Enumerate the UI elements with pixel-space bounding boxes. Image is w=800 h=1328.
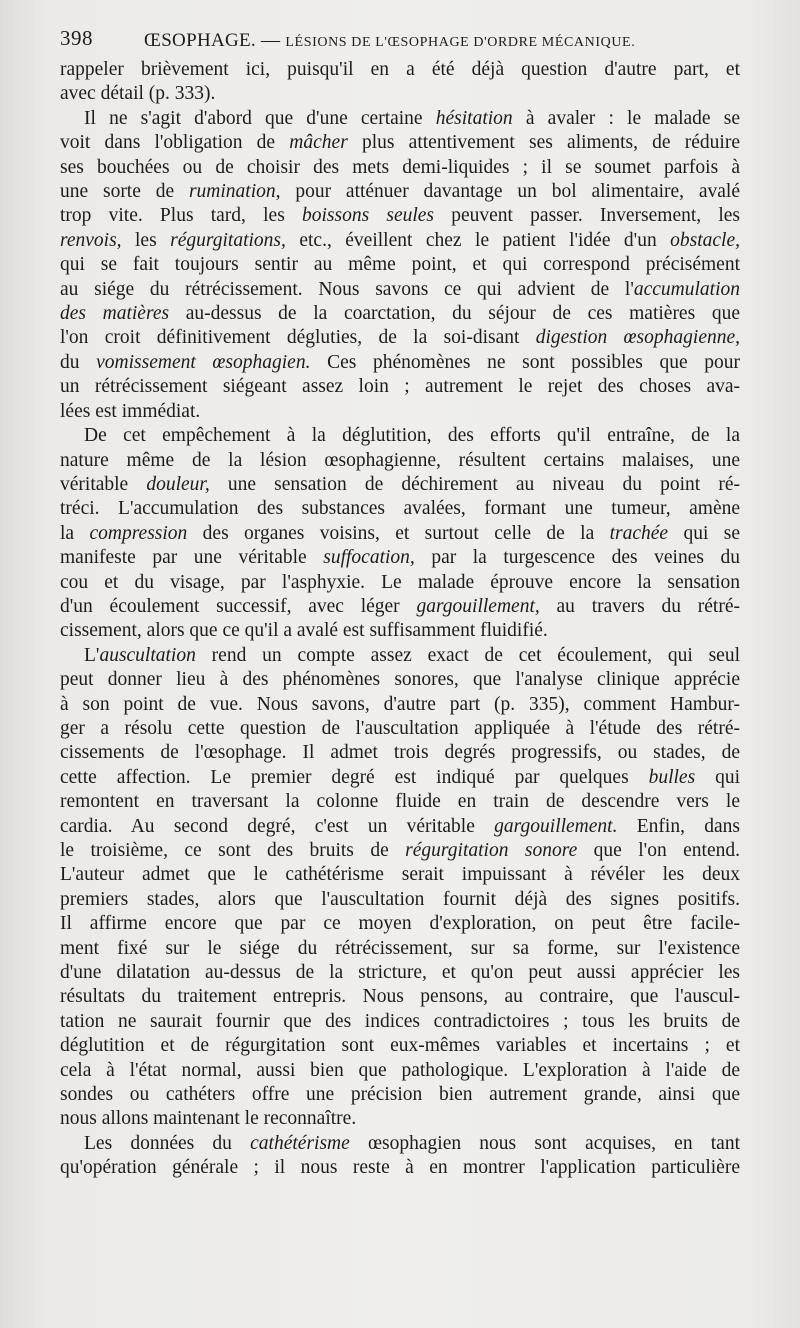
text-run: plus attentivement ses aliments, de réduire: [347, 132, 741, 154]
text-run: cissements de l'œsophage. Il admet trois degrés progressifs, ou stades, de: [60, 742, 740, 764]
text-line: [60, 351, 740, 375]
italic-term: accumulation: [633, 278, 740, 300]
text-run: l'on croit définitivement dégluties, de la soi-disant: [60, 327, 536, 349]
running-title-dash: —: [261, 30, 281, 51]
text-run: L': [84, 644, 100, 666]
text-run: une sensation de déchirement au niveau du point ré-: [209, 473, 740, 495]
italic-term: auscultation: [99, 644, 196, 666]
text-line: [60, 58, 740, 82]
text-line: [60, 82, 740, 106]
italic-term: douleur,: [146, 473, 210, 495]
italic-term: digestion œsophagienne,: [535, 327, 741, 349]
text-line: [60, 985, 740, 1009]
text-run: par la turgescence des veines du: [414, 547, 740, 569]
italic-term: régurgitation sonore: [405, 840, 578, 861]
text-line: [60, 619, 740, 643]
text-run: Les données du: [84, 1132, 251, 1154]
text-run: œsophagien nous sont acquises, en tant: [349, 1132, 741, 1154]
text-line: [60, 644, 740, 668]
italic-term: régurgitations,: [170, 229, 286, 251]
text-run: lées est immédiat.: [60, 400, 201, 422]
italic-term: vomissement œsophagien.: [96, 351, 311, 373]
text-run: cardia. Au second degré, c'est un véritable: [60, 815, 495, 837]
text-run: ses bouchées ou de choisir des mets demi-liquides ; il se soumet parfois à: [60, 156, 740, 178]
text-run: rappeler brièvement ici, puisqu'il en a été déjà question d'autre part, et: [60, 59, 740, 80]
text-run: au siége du rétrécissement. Nous savons ce qui advient de l': [60, 278, 634, 300]
text-run: au travers du rétré-: [539, 595, 740, 617]
text-run: la: [60, 522, 90, 544]
italic-term: suffocation,: [323, 547, 415, 569]
text-run: Enfin, dans: [617, 815, 740, 837]
text-run: peuvent passer. Inversement, les: [434, 205, 741, 227]
text-run: trop vite. Plus tard, les: [60, 205, 302, 227]
text-run: des organes voisins, et surtout celle de la: [187, 522, 610, 544]
text-run: manifeste par une véritable: [60, 547, 324, 569]
text-run: avec détail (p. 333).: [60, 83, 216, 105]
text-run: L'auteur admet que le cathétérisme serait impuissant à révéler les deux: [60, 864, 740, 886]
text-line: [60, 1059, 740, 1083]
text-line: [60, 131, 740, 155]
text-run: ment fixé sur le siége du rétrécissement, sur sa forme, sur l'existence: [60, 937, 740, 959]
text-run: rend un compte assez exact de cet écoulement, qui seul: [195, 644, 740, 666]
text-line: [60, 766, 740, 790]
text-run: le troisième, ce sont des bruits de: [60, 840, 406, 861]
italic-term: bulles: [648, 766, 696, 788]
italic-term: cathétérisme: [250, 1132, 350, 1154]
text-line: [60, 912, 740, 936]
text-line: [60, 693, 740, 717]
text-line: [60, 790, 740, 814]
text-run: qui se fait toujours sentir au même point, et qui correspond précisément: [60, 254, 740, 276]
italic-term: gargouillement.: [494, 815, 618, 837]
body-text: [60, 58, 740, 1308]
text-run: sondes ou cathéters offre une précision bien autrement grande, ainsi que: [60, 1084, 740, 1106]
text-line: [60, 229, 740, 253]
text-line: [60, 717, 740, 741]
text-line: [60, 961, 740, 985]
text-line: [60, 473, 740, 497]
text-run: que l'on entend.: [577, 840, 740, 861]
text-run: du: [60, 351, 97, 373]
text-run: au-dessus de la coarctation, du séjour de ces matières que: [169, 303, 740, 325]
italic-term: compression: [89, 522, 188, 544]
text-line: [60, 302, 740, 326]
text-run: cissement, alors que ce qu'il a avalé est suffisamment fluidifié.: [60, 620, 548, 642]
text-line: [60, 571, 740, 595]
text-run: à son point de vue. Nous savons, d'autre part (p. 335), comment Hambur-: [60, 693, 740, 715]
text-run: un rétrécissement siégeant assez loin ; autrement le rejet des choses ava-: [60, 376, 740, 398]
text-line: [60, 156, 740, 180]
text-line: [60, 937, 740, 961]
text-line: [60, 1156, 740, 1180]
text-run: qui: [695, 766, 741, 788]
text-line: [60, 497, 740, 521]
text-run: ger a résolu cette question de l'auscultation appliquée à l'étude des rétré-: [60, 717, 740, 739]
text-run: une sorte de: [60, 181, 189, 203]
text-line: [60, 1107, 740, 1131]
text-line: [60, 326, 740, 350]
text-line: [60, 400, 740, 424]
text-run: cela à l'état normal, aussi bien que pathologique. L'exploration à l'aide de: [60, 1059, 740, 1081]
text-run: à avaler : le malade se: [512, 107, 740, 129]
text-line: [60, 278, 740, 302]
text-run: tation ne saurait fournir que des indices contradictoires ; tous les bruits de: [60, 1010, 740, 1032]
text-run: cou et du visage, par l'asphyxie. Le malade éprouve encore la sensation: [60, 571, 740, 593]
running-title-main: ŒSOPHAGE.: [144, 30, 256, 51]
text-run: cette affection. Le premier degré est indiqué par quelques: [60, 766, 649, 788]
text-line: [60, 1010, 740, 1034]
text-line: [60, 375, 740, 399]
text-run: qui se: [668, 522, 740, 544]
text-run: etc., éveillent chez le patient l'idée d'un: [285, 229, 671, 251]
text-run: premiers stades, alors que l'auscultation fournit déjà des signes positifs.: [60, 888, 740, 910]
text-run: véritable: [60, 473, 147, 495]
text-line: [60, 888, 740, 912]
italic-term: rumination,: [188, 181, 281, 203]
text-line: [60, 668, 740, 692]
italic-term: gargouillement,: [416, 595, 540, 617]
text-line: [60, 1083, 740, 1107]
text-run: peut donner lieu à des phénomènes sonores, que l'analyse clinique apprécie: [60, 669, 740, 691]
text-run: Ces phénomènes ne sont possibles que pour: [310, 351, 740, 373]
page-number: 398: [60, 26, 93, 50]
text-run: pour atténuer davantage un bol alimentaire, avalé: [280, 181, 740, 203]
text-line: [60, 863, 740, 887]
italic-term: des matières: [60, 303, 170, 325]
text-line: [60, 180, 740, 204]
text-run: qu'opération générale ; il nous reste à en montrer l'application particulière: [60, 1157, 740, 1179]
italic-term: trachée: [609, 522, 669, 544]
text-line: [60, 204, 740, 228]
italic-term: renvois,: [60, 229, 122, 251]
page-header: [60, 24, 740, 54]
italic-term: hésitation: [435, 107, 513, 129]
text-run: d'un écoulement successif, avec léger: [60, 595, 417, 617]
text-run: nous allons maintenant le reconnaître.: [60, 1108, 357, 1130]
text-line: [60, 815, 740, 839]
text-line: [60, 522, 740, 546]
italic-term: boissons seules: [301, 205, 435, 227]
text-run: déglutition et de régurgitation sont eux-mêmes variables et incertains ; et: [60, 1035, 740, 1057]
text-line: [60, 424, 740, 448]
italic-term: obstacle,: [670, 229, 740, 251]
running-title-subtitle: LÉSIONS DE L'ŒSOPHAGE D'ORDRE MÉCANIQUE.: [285, 35, 636, 50]
text-run: Il ne s'agit d'abord que d'une certaine: [84, 107, 436, 129]
text-run: résultats du traitement entrepris. Nous pensons, au contraire, que l'auscul-: [60, 986, 740, 1008]
text-line: [60, 741, 740, 765]
text-line: [60, 1132, 740, 1156]
italic-term: mâcher: [289, 132, 348, 154]
text-line: [60, 107, 740, 131]
running-title: [144, 30, 635, 52]
text-run: De cet empêchement à la déglutition, des efforts qu'il entraîne, de la: [84, 425, 740, 447]
text-line: [60, 449, 740, 473]
text-line: [60, 595, 740, 619]
text-run: tréci. L'accumulation des substances avalées, formant une tumeur, amène: [60, 498, 740, 520]
text-line: [60, 253, 740, 277]
text-line: [60, 1034, 740, 1058]
text-run: remontent en traversant la colonne fluide en train de descendre vers le: [60, 791, 740, 813]
text-run: les: [121, 229, 171, 251]
text-run: Il affirme encore que par ce moyen d'exploration, on peut être facile-: [60, 913, 740, 935]
text-run: d'une dilatation au-dessus de la stricture, et qu'on peut aussi apprécier les: [60, 962, 740, 984]
text-run: voit dans l'obligation de: [60, 132, 290, 154]
text-line: [60, 546, 740, 570]
text-line: [60, 839, 740, 863]
text-run: nature même de la lésion œsophagienne, résultent certains malaises, une: [60, 449, 740, 471]
